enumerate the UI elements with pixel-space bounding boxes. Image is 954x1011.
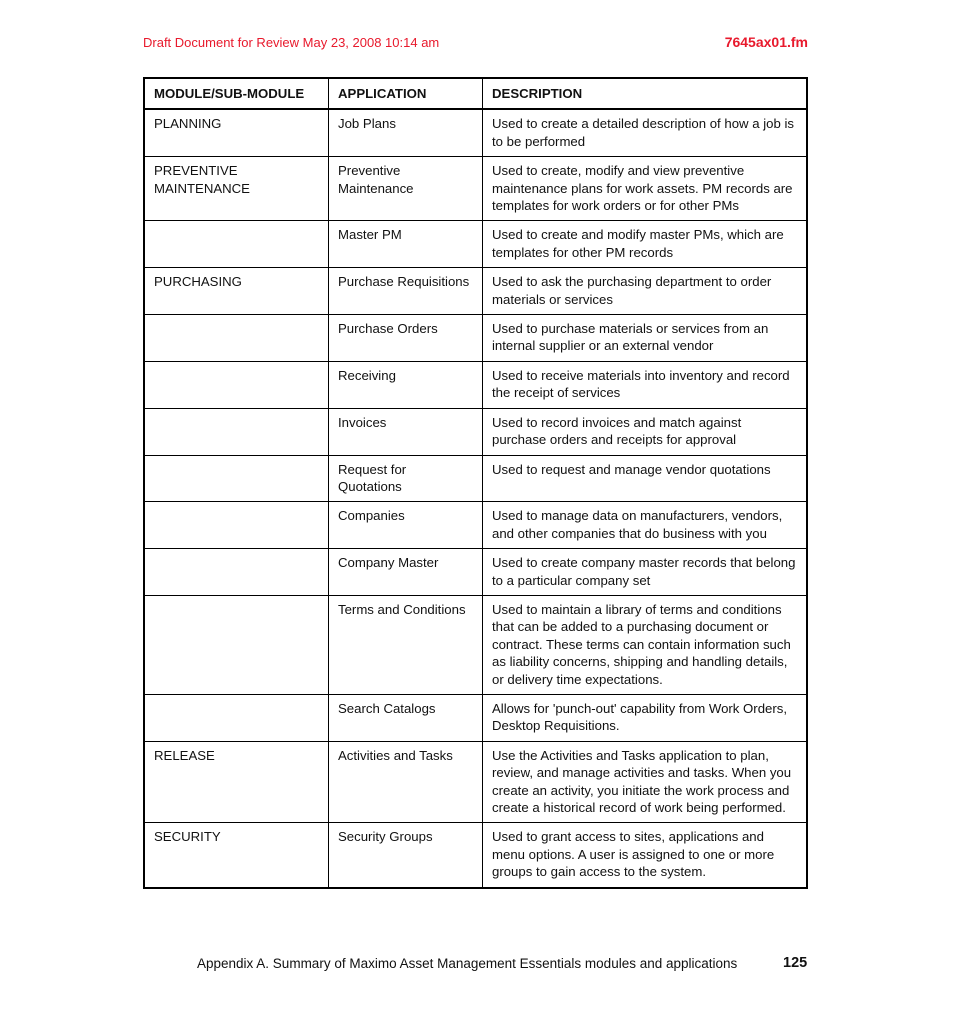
module-cell [144,549,329,596]
table-row [144,157,807,221]
module-cell [144,408,329,455]
description-cell: Used to request and manage vendor quotations [483,455,808,502]
table-row [144,549,807,596]
module-cell [144,221,329,268]
module-cell [144,315,329,362]
description-cell: Used to maintain a library of terms and conditions that can be added to a purchasing document or contract. These terms can contain information such as liability concerns, shipping and handling details, or delivery time expectations. [483,595,808,694]
draft-notice: Draft Document for Review May 23, 2008 10:14 am [143,35,440,50]
application-cell: Company Master [329,549,483,596]
application-cell: Activities and Tasks [329,741,483,823]
description-cell: Allows for 'punch-out' capability from Work Orders, Desktop Requisitions. [483,694,808,741]
module-cell [144,455,329,502]
description-cell: Used to record invoices and match against purchase orders and receipts for approval [483,408,808,455]
application-cell: Master PM [329,221,483,268]
description-cell: Use the Activities and Tasks application to plan, review, and manage activities and tasks. When you create an activity, you initiate the work process and create a historical record of work being performed. [483,741,808,823]
module-cell [144,694,329,741]
table-row [144,315,807,362]
application-cell: Terms and Conditions [329,595,483,694]
module-cell [144,361,329,408]
module-cell: PREVENTIVE MAINTENANCE [144,157,329,221]
application-cell: Job Plans [329,109,483,156]
table-row [144,502,807,549]
description-cell: Used to create and modify master PMs, which are templates for other PM records [483,221,808,268]
application-cell: Security Groups [329,823,483,888]
table-row [144,361,807,408]
module-cell: RELEASE [144,741,329,823]
table-row [144,408,807,455]
description-cell: Used to ask the purchasing department to order materials or services [483,268,808,315]
column-header-module: MODULE/SUB-MODULE [144,78,329,109]
module-cell [144,502,329,549]
application-cell: Invoices [329,408,483,455]
description-cell: Used to grant access to sites, applications and menu options. A user is assigned to one or more groups to gain access to the system. [483,823,808,888]
footer-caption: Appendix A. Summary of Maximo Asset Management Essentials modules and applications [197,956,738,971]
module-cell: PURCHASING [144,268,329,315]
table-header-row [144,78,807,109]
application-cell: Companies [329,502,483,549]
description-cell: Used to create, modify and view preventive maintenance plans for work assets. PM records are templates for work orders or for other PMs [483,157,808,221]
page-number: 125 [783,955,808,971]
application-cell: Receiving [329,361,483,408]
table-row [144,595,807,694]
table-row [144,823,807,888]
modules-table [143,77,808,889]
module-cell: SECURITY [144,823,329,888]
column-header-application: APPLICATION [329,78,483,109]
table-row [144,221,807,268]
description-cell: Used to receive materials into inventory and record the receipt of services [483,361,808,408]
application-cell: Search Catalogs [329,694,483,741]
application-cell: Preventive Maintenance [329,157,483,221]
module-cell: PLANNING [144,109,329,156]
table-row [144,109,807,156]
column-header-description: DESCRIPTION [483,78,808,109]
description-cell: Used to create a detailed description of how a job is to be performed [483,109,808,156]
table-row [144,268,807,315]
table-row [144,694,807,741]
module-cell [144,595,329,694]
application-cell: Request for Quotations [329,455,483,502]
file-name: 7645ax01.fm [724,34,808,50]
description-cell: Used to purchase materials or services from an internal supplier or an external vendor [483,315,808,362]
application-cell: Purchase Orders [329,315,483,362]
table-row [144,741,807,823]
description-cell: Used to create company master records that belong to a particular company set [483,549,808,596]
application-cell: Purchase Requisitions [329,268,483,315]
table-row [144,455,807,502]
description-cell: Used to manage data on manufacturers, vendors, and other companies that do business with you [483,502,808,549]
